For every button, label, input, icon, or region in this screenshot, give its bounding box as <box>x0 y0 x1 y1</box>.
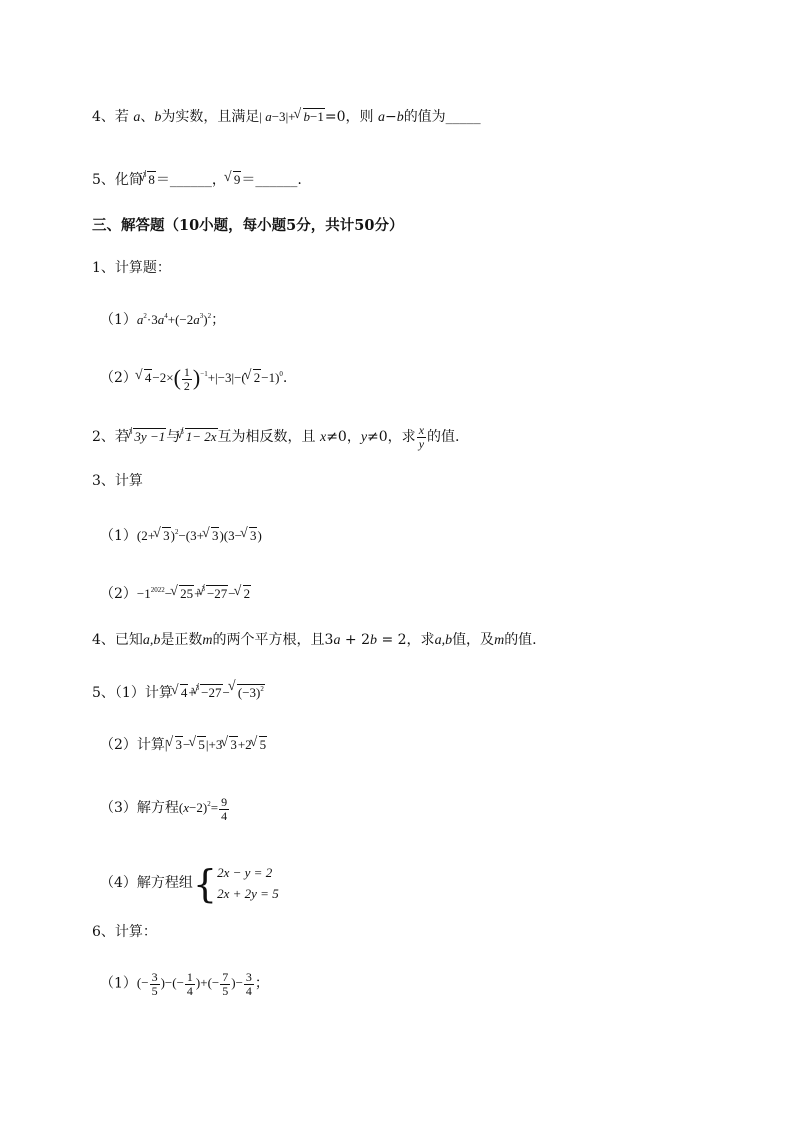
fraction: $\frac{3}{5}$ <box>151 970 158 998</box>
problem-3-part-1: （1）(2+√ 3)$^2$−(3+√ 3)(3−√ 3) <box>100 522 262 546</box>
fraction: $\frac{x}{y}$ <box>418 422 425 451</box>
left-brace: { <box>192 862 218 906</box>
square-root: √ 5 <box>252 735 268 755</box>
problem-1-title: 1、计算题： <box>92 260 171 276</box>
problem-1-part-2: （2）√ 4−2×( $\frac{1}{2}$ )$^{-1}$+|−3|−(√ 2−1)$^0$. <box>100 364 287 393</box>
question-4-fill-blank: 4、若 a、b为实数，且满足| a−3|+√ b−1=0，则 a−b的值为_____ <box>92 107 481 128</box>
fraction: $\frac{3}{4}$ <box>245 970 252 998</box>
problem-1-part-1: $(1)a^2\cdot 3a^4+(-2a^3)^2$； <box>100 312 226 328</box>
abs-expression: | a−3|+√ b−1 <box>259 109 325 124</box>
fraction: $\frac{1}{2}$ <box>183 364 190 393</box>
square-root: √ 3 <box>204 526 220 546</box>
problem-3-part-2: $(2)-1^{2022}-√$ 25+$^3$√ −27−√ 2 <box>100 579 251 604</box>
problem-4: 4、已知a,b是正数m的两个平方根，且3a + 2b = 2，求a,b值，及m的值. <box>92 632 537 648</box>
fraction: $\frac{1}{4}$ <box>186 970 193 998</box>
square-root: √ 3 <box>155 526 171 546</box>
sqrt-expression: √ b−1 <box>296 107 325 127</box>
square-root: √ 3 <box>168 735 184 755</box>
problem-3-title: 3、计算 <box>92 473 143 489</box>
fraction: $\frac{9}{4}$ <box>221 794 228 823</box>
equation-system: 2x − y = 2 2x + 2y = 5 <box>217 865 279 901</box>
square-root: √ 2 <box>246 368 262 388</box>
square-root: √ $(-3)^2$ <box>230 679 265 703</box>
square-root: √ 25 <box>172 584 194 604</box>
square-root: √ 4 <box>173 683 189 703</box>
problem-5-part-3: （3）解方程$(x-2)^2=$ $\frac{9}{4}$ <box>100 794 228 823</box>
square-root: √ 3 <box>242 526 258 546</box>
problem-6-part-1: （1）(− $\frac{3}{5}$ )−(− $\frac{1}{4}$ )+(− $\frac{7}{5}$ )− $\frac{3}{4}$ ； <box>100 970 269 998</box>
problem-6-title: 6、计算： <box>92 924 157 940</box>
cube-root: √ 1− 2x <box>178 427 218 447</box>
square-root: √ 9 <box>226 170 242 190</box>
problem-5-part-1: 5、（1）计算√ 4+$^3$√ −27−√ $(-3)^2$ <box>92 678 265 703</box>
cube-root: √ −27 <box>193 683 222 703</box>
problem-5-part-2: （2）计算|√ 3−√ 5|+3√ 3+2√ 5 <box>100 735 267 755</box>
fraction: $\frac{7}{5}$ <box>222 970 229 998</box>
cube-root: √ −27 <box>199 584 228 604</box>
square-root: √ 2 <box>236 584 252 604</box>
cube-root: √ 8 <box>140 170 156 190</box>
square-root: √ 3 <box>222 735 238 755</box>
square-root: √ 4 <box>137 368 153 388</box>
square-root: √ 5 <box>190 735 206 755</box>
cube-root: √ 3y −1 <box>126 427 166 447</box>
problem-5-part-4: （4）解方程组{ 2x − y = 2 2x + 2y = 5 <box>100 862 279 906</box>
problem-2: 2、若$^3$√ 3y −1与$^3$√ 1− 2x互为相反数，且 x≠0，y≠0，求 $\frac{x}{y}$ 的值. <box>92 422 459 451</box>
question-5-fill-blank: 5、化简$^3$√ 8＝______，√ 9＝______. <box>92 165 302 190</box>
section-heading: 三、解答题（10小题，每小题5分，共计50分） <box>92 217 404 234</box>
